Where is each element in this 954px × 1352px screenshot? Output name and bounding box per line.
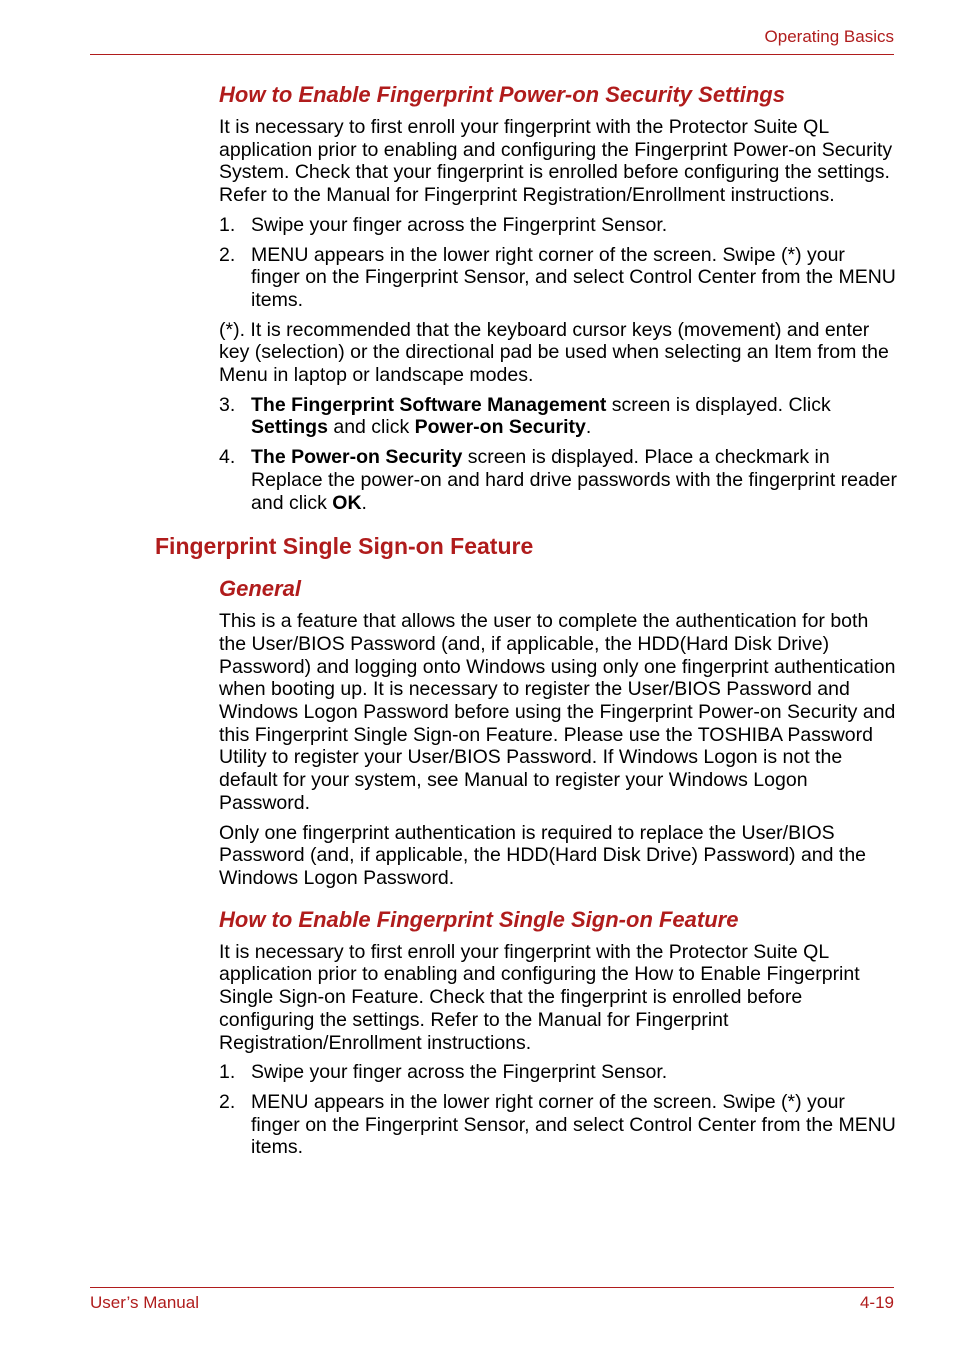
list-item (219, 446, 899, 514)
text-run: . (585, 416, 592, 439)
step-text: MENU appears in the lower right corner of the screen. Swipe (*) your finger on the Fingerprint Sensor, and select Control Center from the MENU items. (251, 243, 896, 311)
text-run: screen is displayed. Click (606, 393, 831, 416)
step-text (251, 446, 897, 513)
step-number: 2. (219, 1090, 236, 1113)
bold-text: The Fingerprint Software Management (251, 393, 607, 416)
page-body (155, 82, 899, 1166)
list-item (219, 1091, 899, 1159)
step-number: 4. (219, 446, 236, 469)
bold-text: OK (332, 491, 362, 514)
list-item (219, 244, 899, 312)
heading-how-to-single-sign-on: How to Enable Fingerprint Single Sign-on Feature (219, 906, 739, 932)
heading-single-sign-on: Fingerprint Single Sign-on Feature (155, 533, 534, 560)
footer-manual-title: User’s Manual (90, 1293, 199, 1312)
step-text: MENU appears in the lower right corner of the screen. Swipe (*) your finger on the Fingerprint Sensor, and select Control Center from the MENU items. (251, 1090, 896, 1159)
paragraph-single-sign-on-intro: It is necessary to first enroll your fingerprint with the Protector Suite QL application prior to enabling and configuring the How to Enable Fingerprint Single Sign-on Feature. Check that the fingerprint is enrolled before configuring the settings. Refer to the Manual for Fingerprint Registration/Enrollment instructions. (219, 940, 860, 1054)
paragraph-general-2: Only one fingerprint authentication is required to replace the User/BIOS Password (and, if applicable, the HDD(Hard Disk Drive) Password) and the Windows Logon Password. (219, 821, 867, 889)
heading-power-on-security: How to Enable Fingerprint Power-on Security Settings (219, 82, 785, 107)
list-item (219, 1061, 899, 1084)
text-run: screen is displayed. Place a checkmark in Replace the power-on and hard drive passwords with the fingerprint reader and click (251, 446, 898, 514)
paragraph-note: (*). It is recommended that the keyboard cursor keys (movement) and enter key (selection) or the directional pad be used when selecting an Item from the Menu in laptop or landscape modes. (219, 318, 889, 387)
list-item (219, 214, 899, 237)
paragraph-power-on-intro: It is necessary to first enroll your fingerprint with the Protector Suite QL application prior to enabling and configuring the Fingerprint Power-on Security System. Check that your fingerprint is enrolled before configuring the settings. Refer to the Manual for Fingerprint Registration/Enrollment instructions. (219, 116, 893, 207)
header-divider (90, 54, 894, 55)
bold-text: Power-on Security (414, 416, 586, 439)
paragraph-general-1: This is a feature that allows the user to complete the authentication for both the User/BIOS Password (and, if applicable, the HDD(Hard Disk Drive) Password) and logging onto Windows using only one fingerprint authentication when booting up. It is necessary to register the User/BIOS Password and Windows Logon Password before using the Fingerprint Power-on Security and this Fingerprint Single Sign-on Feature. Please use the TOSHIBA Password Utility to register your User/BIOS Password. If Windows Logon is not the default for your system, see Manual to register your Windows Logon Password. (219, 610, 896, 814)
steps-list-power-on-b (219, 394, 899, 515)
text-run: . (361, 491, 367, 514)
steps-list-power-on-a (219, 214, 899, 312)
heading-general: General (219, 576, 301, 602)
step-number: 1. (219, 1061, 236, 1084)
bold-text: The Power-on Security (251, 446, 463, 469)
list-item (219, 394, 899, 439)
step-text (251, 394, 831, 439)
footer-divider (90, 1287, 894, 1288)
text-run: and click (327, 416, 415, 439)
step-number: 3. (219, 393, 236, 416)
page-number: 4-19 (859, 1293, 894, 1312)
bold-text: Settings (251, 416, 328, 439)
steps-list-single-sign-on (219, 1061, 899, 1159)
running-header: Operating Basics (764, 27, 894, 46)
step-text: Swipe your finger across the Fingerprint Sensor. (251, 1061, 668, 1084)
step-number: 2. (219, 243, 236, 266)
step-text: Swipe your finger across the Fingerprint Sensor. (251, 213, 668, 236)
step-number: 1. (219, 213, 236, 236)
